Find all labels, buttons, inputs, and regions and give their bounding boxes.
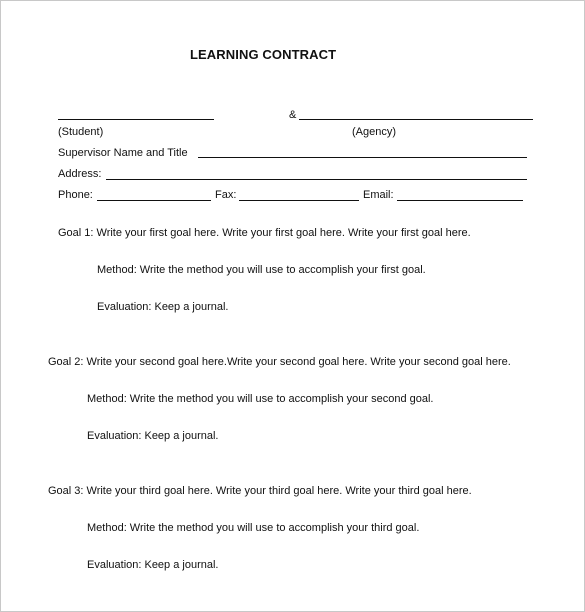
phone-line xyxy=(97,200,211,201)
document-title: LEARNING CONTRACT xyxy=(190,47,337,62)
goal-3-evaluation: Evaluation: Keep a journal. xyxy=(87,559,219,571)
goal-1-method: Method: Write the method you will use to accomplish your first goal. xyxy=(97,264,426,276)
address-line xyxy=(106,179,527,180)
fax-line xyxy=(239,200,359,201)
phone-label: Phone: xyxy=(58,189,93,201)
goal-1-text: Goal 1: Write your first goal here. Write your first goal here. Write your first goal here. xyxy=(58,227,471,239)
student-label: (Student) xyxy=(58,126,104,138)
agency-label: (Agency) xyxy=(352,126,397,138)
email-line xyxy=(397,200,523,201)
goal-1-evaluation: Evaluation: Keep a journal. xyxy=(97,301,229,313)
student-signature-line xyxy=(58,119,214,120)
goal-2-text: Goal 2: Write your second goal here.Write your second goal here. Write your second goal here. xyxy=(48,356,511,368)
ampersand: & xyxy=(289,109,297,121)
goal-2-evaluation: Evaluation: Keep a journal. xyxy=(87,430,219,442)
supervisor-line xyxy=(198,157,527,158)
goal-3-method: Method: Write the method you will use to accomplish your third goal. xyxy=(87,522,420,534)
goal-2-method: Method: Write the method you will use to accomplish your second goal. xyxy=(87,393,434,405)
agency-signature-line xyxy=(299,119,533,120)
address-label: Address: xyxy=(58,168,102,180)
goal-3-text: Goal 3: Write your third goal here. Write your third goal here. Write your third goal here. xyxy=(48,485,472,497)
fax-label: Fax: xyxy=(215,189,237,201)
email-label: Email: xyxy=(363,189,394,201)
supervisor-label: Supervisor Name and Title xyxy=(58,147,188,159)
